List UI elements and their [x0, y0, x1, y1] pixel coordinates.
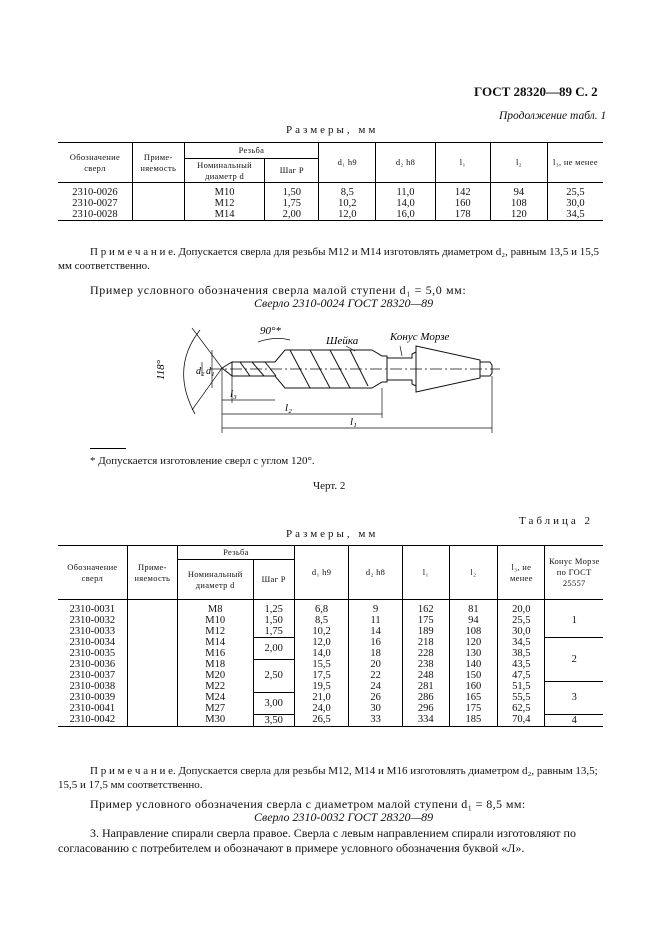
page-header: ГОСТ 28320—89 С. 2: [474, 84, 598, 99]
angle-118-label: 118°: [155, 359, 167, 380]
table-row: 2310-0027 M12 1,75 10,2 14,0 160 108 30,0: [58, 198, 603, 209]
col-l3: l₃, не менее: [547, 143, 603, 183]
table1-title: Размеры, мм: [286, 124, 379, 136]
figure-caption: Черт. 2: [313, 480, 346, 492]
col-nominal-diameter: Номинальный диаметр d: [184, 159, 265, 183]
example-2-text: Пример условного обозначения сверла с диаметром малой ступени d₁ = 8,5 мм:: [90, 797, 526, 811]
pitch-merged: 2,00: [253, 637, 294, 659]
col-d2: d₂ h8: [376, 143, 435, 183]
table-row: 2310-0034 M14 2,00 12,0 16 218 120 34,5 2: [58, 637, 603, 648]
continuation-label: Продолжение табл. 1: [499, 110, 607, 122]
example-1-designation: Сверло 2310-0024 ГОСТ 28320—89: [254, 296, 434, 310]
table-1: [58, 142, 603, 221]
footnote: * Допускается изготовление сверл с углом 120°.: [90, 455, 315, 467]
col-designation: Обозначение сверл: [58, 143, 132, 183]
table-2: [58, 545, 603, 727]
table-row: 2310-0039 M24 3,00 21,0 26 286 165 55,5: [58, 692, 603, 703]
col-d1: d₁ h9: [294, 546, 348, 600]
cone-value: 1: [545, 604, 603, 638]
cone-label: Конус Морзе: [390, 331, 450, 343]
col-pitch: Шаг P: [253, 560, 294, 600]
pitch-merged: 2,50: [253, 659, 294, 692]
pitch-merged: 3,00: [253, 692, 294, 714]
col-thread: Резьба: [184, 143, 318, 159]
col-application: Приме-няемость: [127, 546, 177, 600]
table-row: 2310-0042 M30 3,50 26,5 33 334 185 70,4 4: [58, 714, 603, 726]
table-row: 2310-0032 M10 1,50 8,5 11 175 94 25,5: [58, 615, 603, 626]
col-nominal-diameter: Номинальный диаметр d: [177, 560, 253, 600]
col-application: Приме-няемость: [132, 143, 184, 183]
col-cone: Конус Морзе по ГОСТ 25557: [545, 546, 603, 600]
table-row: 2310-0033 M12 1,75 10,2 14 189 108 30,0: [58, 626, 603, 638]
angle-90-label: 90°*: [260, 325, 281, 337]
col-designation: Обозначение сверл: [58, 546, 127, 600]
d1-label: d₁: [206, 366, 215, 377]
note-1: П р и м е ч а н и е. Допускается сверла для резьбы М12 и М14 изготовлять диаметром d₂, равным 13,5 и 15,5 мм соответственно.: [58, 246, 600, 272]
drill-drawing: [150, 318, 530, 443]
l1-label: l₁: [350, 416, 357, 428]
table-row: 2310-0026 M10 1,50 8,5 11,0 142 94 25,5: [58, 187, 603, 198]
l3-label: l₃: [230, 388, 237, 400]
table-row: 2310-0028 M14 2,00 12,0 16,0 178 120 34,5: [58, 209, 603, 221]
example-1-text: Пример условного обозначения сверла малой ступени d₁ = 5,0 мм:: [90, 283, 467, 297]
paragraph-3: 3. Направление спирали сверла правое. Сверла с левым направлением спирали изготовляют по согласованию с потребителем и обозначают в примере условного обозначения буквой «Л».: [58, 826, 576, 855]
col-l1: l₁: [402, 546, 449, 600]
neck-label: Шейка: [326, 335, 359, 347]
table-row: 2310-0041 M27 24,0 30 296 175 62,5: [58, 703, 603, 714]
d2-label: d₂: [196, 366, 205, 377]
col-thread: Резьба: [177, 546, 294, 560]
cone-value: 4: [545, 714, 603, 726]
table2-title: Размеры, мм: [286, 528, 379, 540]
col-pitch: Шаг P: [265, 159, 319, 183]
cone-value: 3: [545, 681, 603, 714]
col-l2: l₂: [449, 546, 498, 600]
note-2: П р и м е ч а н и е. Допускается сверла для резьбы М12, М14 и М16 изготовлять диаметром d₂, равным 13,5; 15,5 и 17,5 мм соответственно.: [58, 765, 598, 791]
table-row: 2310-0036 M18 2,50 15,5 20 238 140 43,5: [58, 659, 603, 670]
footnote-rule: [90, 448, 126, 449]
col-l3: l₃, не менее: [498, 546, 545, 600]
table2-label: Таблица 2: [519, 515, 594, 527]
table-row: 2310-0037 M20 17,5 22 248 150 47,5: [58, 670, 603, 681]
table-row: 2310-0031 M8 1,25 6,8 9 162 81 20,0 1: [58, 604, 603, 615]
example-2-designation: Сверло 2310-0032 ГОСТ 28320—89: [254, 810, 434, 824]
table-row: 2310-0038 M22 19,5 24 281 160 51,5 3: [58, 681, 603, 692]
col-d1: d₁ h9: [319, 143, 376, 183]
col-d2: d₂ h8: [349, 546, 403, 600]
col-l1: l₁: [435, 143, 490, 183]
table-row: 2310-0035 M16 14,0 18 228 130 38,5: [58, 648, 603, 659]
col-l2: l₂: [490, 143, 547, 183]
l2-label: l₂: [285, 402, 292, 414]
cone-value: 2: [545, 637, 603, 681]
